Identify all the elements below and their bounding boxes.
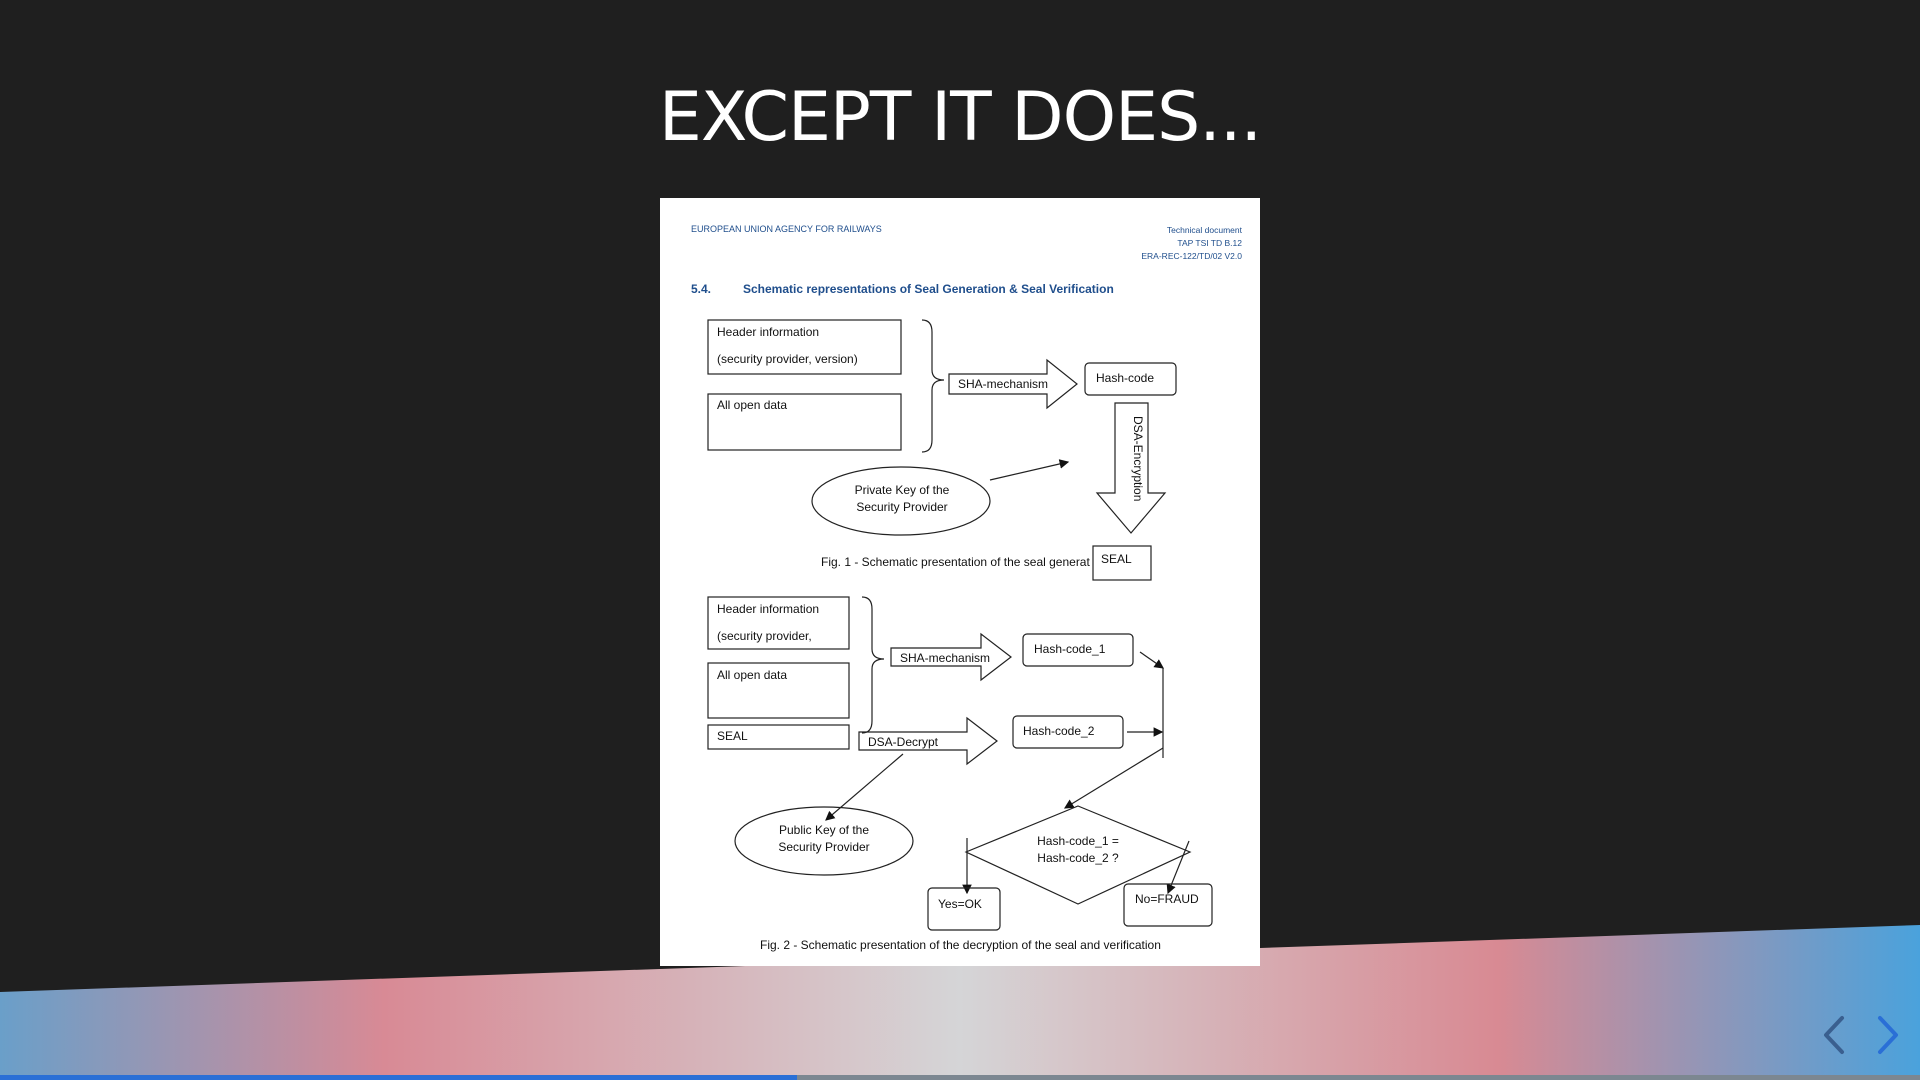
fig2-hash2-label: Hash-code_2	[1023, 724, 1095, 738]
fig1-caption: Fig. 1 - Schematic presentation of the seal generat	[821, 555, 1090, 569]
fig1-key-arrow	[990, 462, 1068, 480]
slide-title: EXCEPT IT DOES...	[658, 78, 1262, 157]
fig2-compare-label-1: Hash-code_1 =	[1037, 834, 1119, 848]
prev-slide-button[interactable]	[1814, 1010, 1854, 1060]
fig2-compare-label-2: Hash-code_2 ?	[1037, 851, 1119, 865]
fig1-hash-label: Hash-code	[1096, 371, 1155, 385]
fig2-header-label-1: Header information	[717, 602, 820, 616]
fig1-header-label-1: Header information	[717, 325, 820, 339]
slide-progress-bar[interactable]	[0, 1075, 1920, 1080]
fig2-open-data-label: All open data	[717, 668, 788, 682]
doc-header-agency: EUROPEAN UNION AGENCY FOR RAILWAYS	[691, 224, 882, 234]
fig1-header-label-2: (security provider, version)	[717, 352, 858, 366]
slide-progress-fill	[0, 1075, 797, 1080]
chevron-left-icon	[1814, 1010, 1854, 1060]
fig2-public-key-label-1: Public Key of the	[778, 823, 870, 837]
fig1-dsa-encryption-label: DSA-Encryption	[1131, 416, 1145, 502]
fig1-private-key-label-2: Security Provider	[856, 500, 948, 514]
fig2-dsa-decrypt-label: DSA-Decrypt	[868, 735, 939, 749]
fig2-brace	[862, 597, 884, 733]
fig1-sha-label: SHA-mechanism	[958, 377, 1049, 391]
fig2-seal-label: SEAL	[717, 729, 748, 743]
fig1-open-data-label: All open data	[717, 398, 788, 412]
fig2-caption: Fig. 2 - Schematic presentation of the decryption of the seal and verification	[760, 938, 1161, 952]
fig1-seal-label: SEAL	[1101, 552, 1132, 566]
section-number: 5.4.	[691, 282, 712, 296]
fig2-hash1-label: Hash-code_1	[1034, 642, 1106, 656]
fig2-sha-label: SHA-mechanism	[900, 651, 991, 665]
fig2-public-key-label-2: Security Provider	[778, 840, 870, 854]
fig1-private-key-label-1: Private Key of the	[854, 483, 950, 497]
next-slide-button[interactable]	[1868, 1010, 1908, 1060]
fig2-no-label: No=FRAUD	[1135, 892, 1199, 906]
doc-header-reference: Technical document TAP TSI TD B.12 ERA-REC-122/TD/02 V2.0	[1141, 225, 1242, 261]
chevron-right-icon	[1868, 1010, 1908, 1060]
fig1-brace	[922, 320, 944, 452]
fig2-yes-label: Yes=OK	[938, 897, 982, 911]
fig2-header-label-2: (security provider,	[717, 629, 812, 643]
section-title: Schematic representations of Seal Generation & Seal Verification	[743, 282, 1114, 296]
document-page-image	[660, 198, 1260, 966]
